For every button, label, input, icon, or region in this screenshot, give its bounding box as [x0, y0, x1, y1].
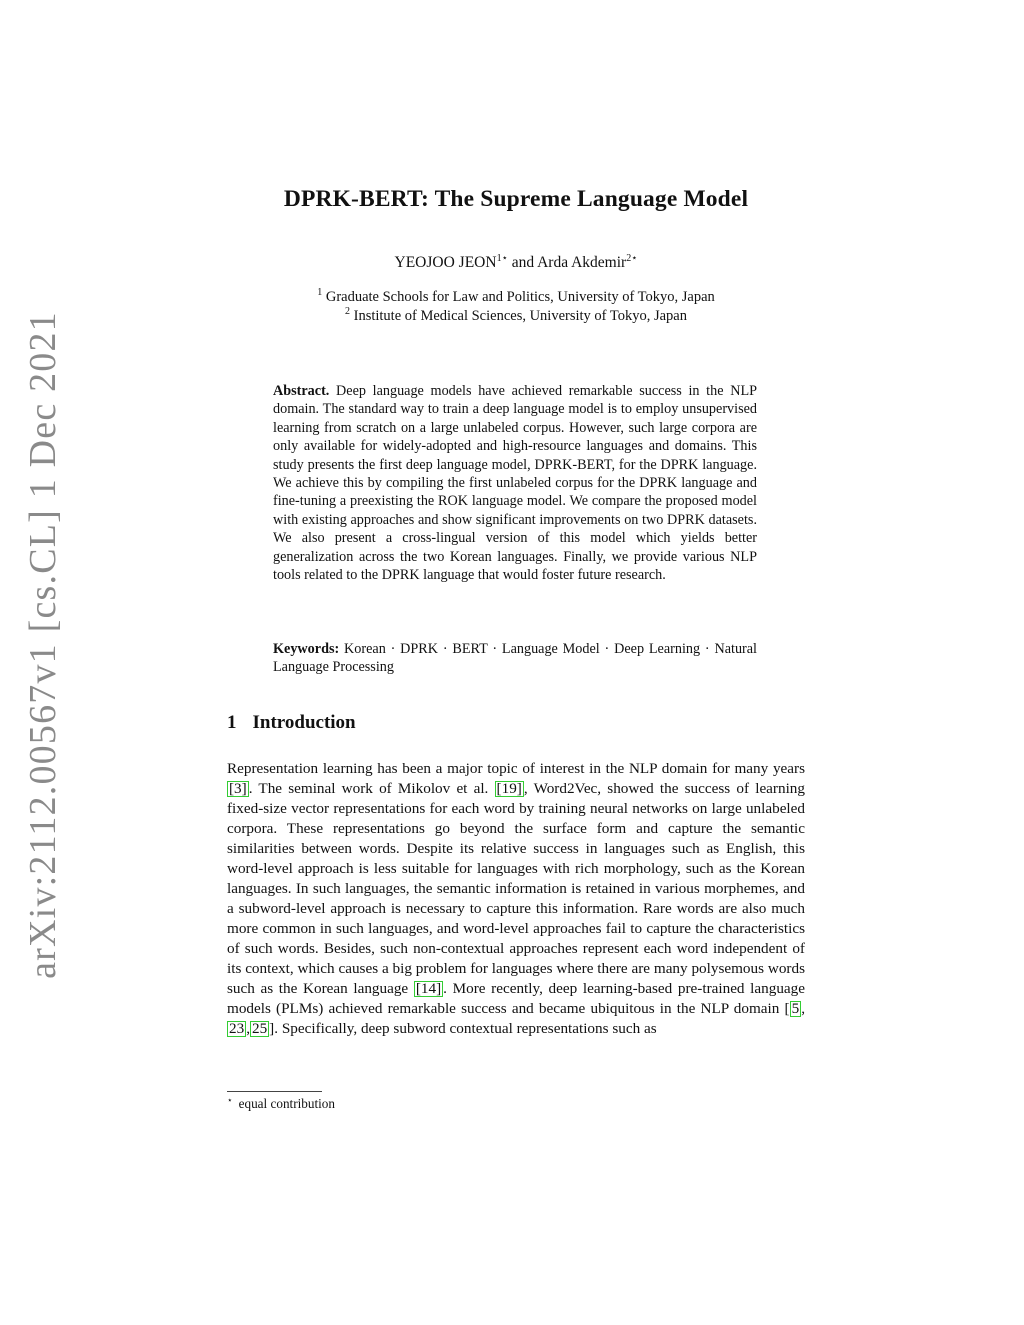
section-heading [227, 712, 356, 734]
footnote-text: equal contribution [238, 1096, 335, 1111]
affiliation-2 [227, 308, 805, 325]
intro-text-1: Representation learning has been a major topic of interest in the NLP domain for many years [227, 760, 805, 777]
citation-link[interactable]: [14] [415, 980, 442, 997]
affiliation-2-text: Institute of Medical Sciences, University of Tokyo, Japan [353, 308, 687, 324]
citation-link[interactable]: 5 [791, 1000, 800, 1017]
citation-link[interactable]: [3] [229, 780, 247, 797]
footnote-divider [227, 1091, 322, 1092]
footnote [227, 1096, 335, 1112]
keywords-label: Keywords: [273, 641, 340, 657]
section-title: Introduction [252, 712, 356, 733]
affiliation-1 [227, 289, 805, 306]
keywords [273, 640, 757, 677]
section-number: 1 [227, 712, 237, 733]
author-1-name: YEOJOO JEON [394, 254, 497, 271]
citation-bracket-close: ] [269, 1020, 275, 1037]
abstract-text: Deep language models have achieved remarkable success in the NLP domain. The standard way to train a deep language model is to employ unsupervised learning from scratch on a large unlabeled corpus. However, such large corpora are only available for widely-adopted and high-resource languages and domains. This study presents the first deep language model, DPRK-BERT, for the DPRK language. We achieve this by compiling the first unlabeled corpus for the DPRK language and fine-tuning a preexisting the ROK language model. We compare the proposed model with existing approaches and show significant improvements on two DPRK datasets. We also present a cross-lingual version of this model which yields better generalization across the two Korean languages. Finally, we provide various NLP tools related to the DPRK language that would foster future research. [273, 383, 758, 584]
citation-link[interactable]: 25 [251, 1020, 268, 1037]
affiliation-1-mark: 1 [317, 287, 323, 298]
citation-link[interactable]: 23 [229, 1020, 245, 1037]
affiliation-1-text: Graduate Schools for Law and Politics, University of Tokyo, Japan [325, 289, 715, 305]
footnote-mark: ⋆ [227, 1095, 233, 1105]
citation-link[interactable]: [19] [496, 780, 522, 797]
arxiv-watermark [14, 311, 72, 979]
paper-title: DPRK-BERT: The Supreme Language Model [283, 186, 749, 212]
citation-bracket-open: [ [784, 1000, 790, 1017]
affiliation-2-mark: 2 [345, 306, 350, 317]
intro-text-4: . More recently, deep learning-based pre-trained language models (PLMs) achieved remarkable success and became ubiquitous in the NLP domain [227, 980, 805, 1017]
arxiv-id: arXiv:2112.00567v1 [cs.CL] 1 Dec 2021 [22, 311, 65, 979]
author-line [227, 254, 805, 272]
abstract [273, 382, 757, 584]
author-2-mark: 2⋆ [626, 253, 638, 264]
author-conjunction: and [507, 254, 538, 271]
abstract-label: Abstract. [273, 383, 330, 399]
intro-text-2: . The seminal work of Mikolov et al. [248, 780, 495, 797]
author-1-mark: 1⋆ [496, 253, 508, 264]
author-2-name: Arda Akdemir [537, 254, 627, 271]
keywords-text: Korean · DPRK · BERT · Language Model · Deep Learning · Natural Language Processing [273, 641, 757, 676]
intro-text-3: , Word2Vec, showed the success of learning fixed-size vector representations for each word by training neural networks on large unlabeled corpora. These representations go beyond the surface form and capture the semantic similarities between words. Despite its relative success in languages such as English, this word-level approach is less suitable for languages with rich morphology, such as the Korean languages. In such languages, the semantic information is retained in various morphemes, and a subword-level approach is necessary to capture this information. Rare words are also much more common in such languages, and word-level approaches fail to capture the characteristics of such words. Besides, such non-contextual approaches represent each word independent of its context, which causes a big problem for languages where there are many polysemous words such as the Korean language [227, 780, 805, 997]
intro-text-5: . Specifically, deep subword contextual representations such as [274, 1020, 657, 1037]
introduction-paragraph: Representation learning has been a major topic of interest in the NLP domain for many years [3] . The seminal work of Mikolov et al. [19] , Word2Vec, showed the success of learning fixed-size vector representations for each word by training neural networks on large unlabeled corpora. These representations go beyond the surface form and capture the semantic similarities between words. Despite its relative success in languages such as English, this word-level approach is less suitable for languages with rich morphology, such as the Korean languages. In such languages, the semantic information is retained in various morphemes, and a subword-level approach is necessary to capture this information. Rare words are also much more common in such languages, and word-level approaches fail to capture the characteristics of such words. Besides, such non-contextual approaches represent each word independent of its context, which causes a big problem for languages where there are many polysemous words such as the Korean language [14] . More recently, deep learning-based pre-trained language models (PLMs) achieved remarkable success and became ubiquitous in the NLP domain [ 5 ,23 , 25 ]. Specifically, deep subword contextual representations such as [227, 760, 805, 1037]
